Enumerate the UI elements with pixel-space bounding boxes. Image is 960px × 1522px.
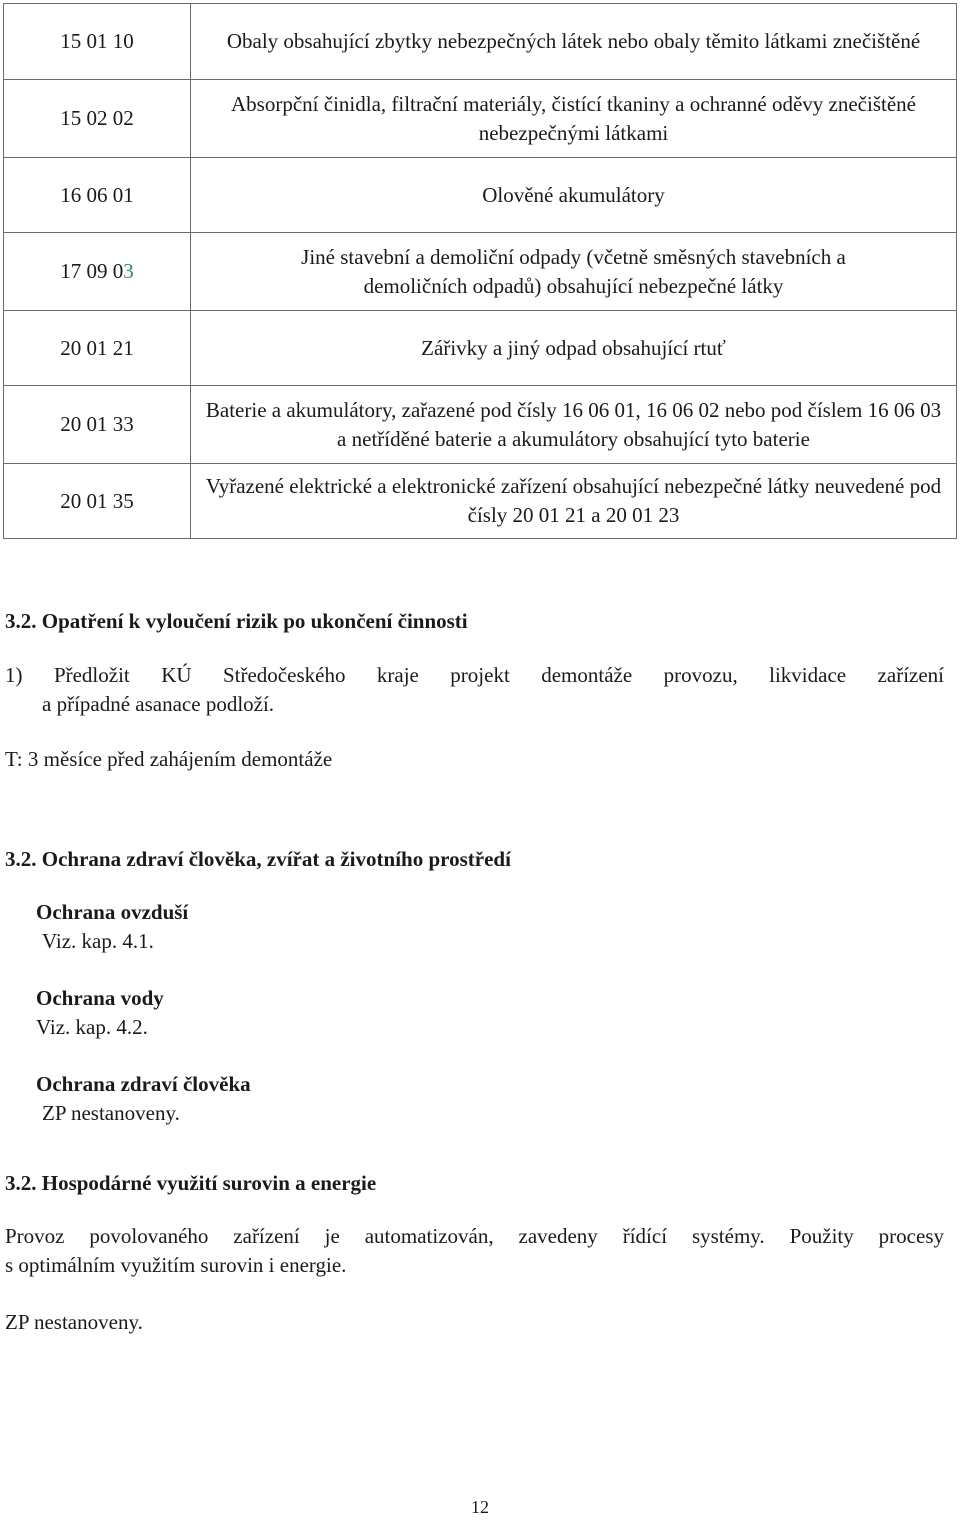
table-row	[4, 464, 957, 539]
page-number: 12	[471, 1497, 489, 1517]
waste-code-cell	[4, 233, 191, 311]
waste-description: Absorpční činidla, filtrační materiály, čistící tkaniny a ochranné oděvy znečištěné nebezpečnými látkami	[231, 91, 916, 145]
waste-description: Olověné akumulátory	[482, 182, 665, 207]
waste-description: Obaly obsahující zbytky nebezpečných látek nebo obaly těmito látkami znečištěné	[226, 29, 921, 53]
waste-code: 20 01 21	[60, 335, 134, 360]
waste-description-cell	[191, 233, 957, 311]
reference-water: Viz. kap. 4.2.	[36, 1015, 148, 1039]
section-heading-health: 3.2. Ochrana zdraví člověka, zvířat a životního prostředí	[5, 847, 511, 871]
table-row	[4, 158, 957, 233]
waste-code-cell	[4, 80, 191, 158]
section-heading-risks: 3.2. Opatření k vyloučení rizik po ukončení činnosti	[5, 609, 468, 633]
subheading-water: Ochrana vody	[36, 986, 164, 1010]
resources-conclusion: ZP nestanoveny.	[5, 1310, 143, 1334]
waste-description-cell	[191, 386, 957, 464]
waste-code: 16 06 01	[60, 182, 134, 207]
waste-code	[60, 257, 134, 286]
waste-code: 15 01 10	[60, 29, 134, 53]
waste-code: 15 02 02	[60, 106, 134, 130]
resources-paragraph-line: Provoz povolovaného zařízení je automatizován, zavedeny řídící systémy. Použity procesy	[5, 1224, 944, 1248]
waste-code-cell	[4, 464, 191, 539]
waste-description-cell	[191, 4, 957, 80]
waste-description-cell	[191, 158, 957, 233]
waste-code-main: 17 09 0	[60, 259, 124, 283]
section-heading-resources: 3.2. Hospodárné využití surovin a energie	[5, 1171, 377, 1195]
reference-air: Viz. kap. 4.1.	[42, 929, 154, 953]
waste-description-cell	[191, 311, 957, 386]
waste-description: Baterie a akumulátory, zařazené pod čísly 16 06 01, 16 06 02 nebo pod číslem 16 06 03 a netříděné baterie a akumulátory obsahující tyto baterie	[205, 397, 942, 451]
waste-description-cell	[191, 464, 957, 539]
table-row	[4, 386, 957, 464]
waste-code: 20 01 33	[60, 412, 134, 436]
table-row	[4, 80, 957, 158]
waste-description-cell	[191, 80, 957, 158]
reference-human-health: ZP nestanoveny.	[42, 1101, 180, 1125]
waste-code-cell	[4, 4, 191, 80]
risk-deadline: T: 3 měsíce před zahájením demontáže	[5, 747, 333, 771]
subheading-human-health: Ochrana zdraví člověka	[36, 1072, 251, 1096]
table-row	[4, 4, 957, 80]
table-row	[4, 311, 957, 386]
risk-item-continuation: a případné asanace podloží.	[42, 692, 275, 716]
waste-code: 20 01 35	[60, 488, 134, 513]
waste-code-cell	[4, 311, 191, 386]
waste-code-table	[3, 3, 957, 539]
resources-paragraph-continuation: s optimálním využitím surovin i energie.	[5, 1253, 347, 1277]
waste-code-cell	[4, 386, 191, 464]
table-row	[4, 233, 957, 311]
waste-description: Vyřazené elektrické a elektronické zařízení obsahující nebezpečné látky neuvedené pod čísly 20 01 21 a 20 01 23	[205, 474, 942, 527]
waste-code-cell	[4, 158, 191, 233]
risk-item-line: 1) Předložit KÚ Středočeského kraje projekt demontáže provozu, likvidace zařízení	[5, 663, 944, 687]
waste-description: Zářivky a jiný odpad obsahující rtuť	[421, 335, 726, 360]
waste-code-highlight: 3	[123, 259, 134, 283]
subheading-air: Ochrana ovzduší	[36, 900, 189, 924]
waste-description: Jiné stavební a demoliční odpady (včetně směsných stavebních a demoličních odpadů) obsahující nebezpečné látky	[301, 244, 846, 298]
